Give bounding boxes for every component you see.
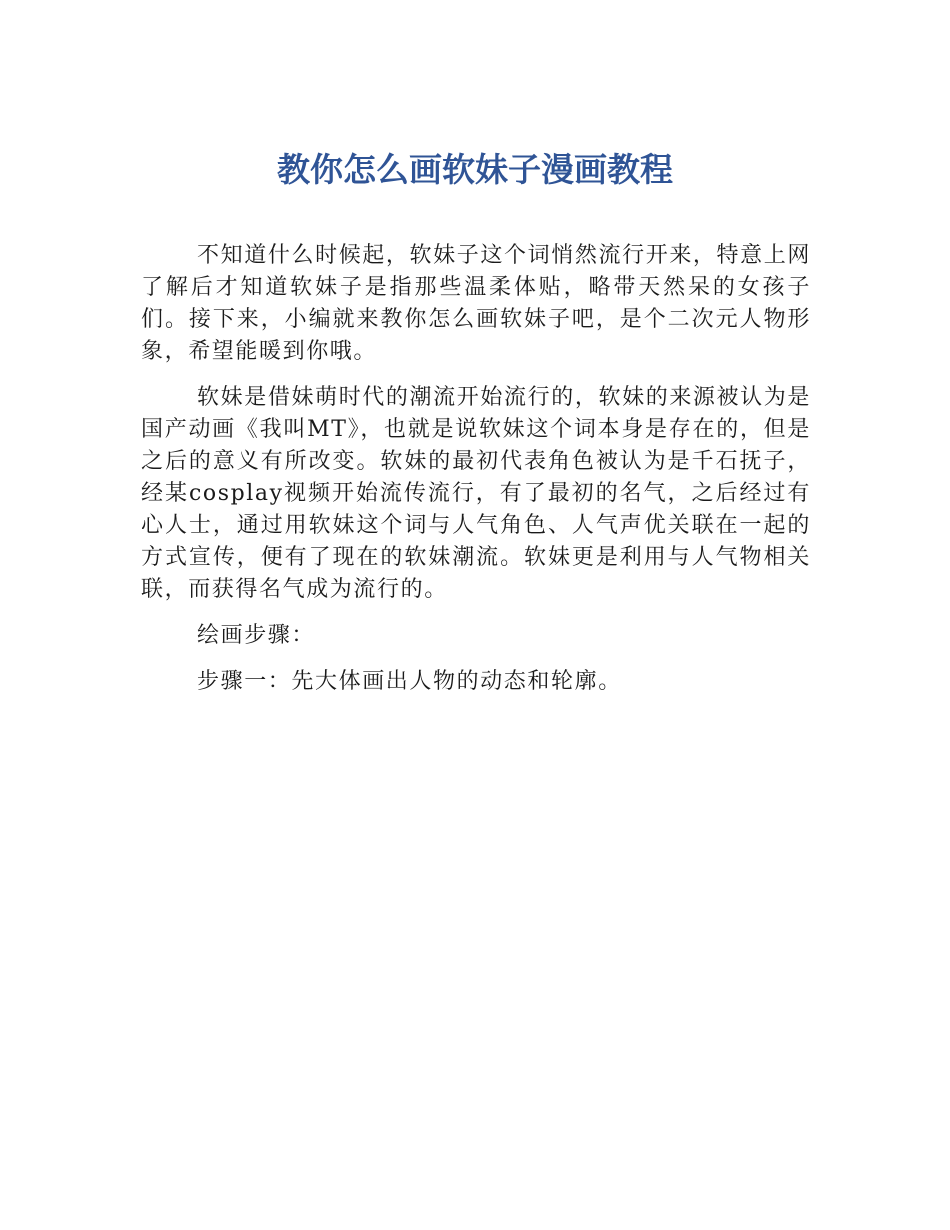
paragraph-step-one: 步骤一：先大体画出人物的动态和轮廓。 <box>197 669 622 694</box>
page-title: 教你怎么画软妹子漫画教程 <box>277 150 673 189</box>
paragraph-origin: 软妹是借妹萌时代的潮流开始流行的，软妹的来源被认为是国产动画《我叫MT》，也就是说软妹这个词本身是存在的，但是之后的意义有所改变。软妹的最初代表角色被认为是千石抚子，经某cosplay视频开始流传流行，有了最初的名气，之后经过有心人士，通过用软妹这个词与人气角色、人气声优关联在一起的方式宣传，便有了现在的软妹潮流。软妹更是利用与人气物相关联，而获得名气成为流行的。 <box>141 385 811 602</box>
paragraph-steps-heading: 绘画步骤： <box>197 623 316 648</box>
paragraph-intro: 不知道什么时候起，软妹子这个词悄然流行开来，特意上网了解后才知道软妹子是指那些温柔体贴，略带天然呆的女孩子们。接下来，小编就来教你怎么画软妹子吧，是个二次元人物形象，希望能暖到你哦。 <box>141 243 811 364</box>
document-body <box>141 240 811 712</box>
